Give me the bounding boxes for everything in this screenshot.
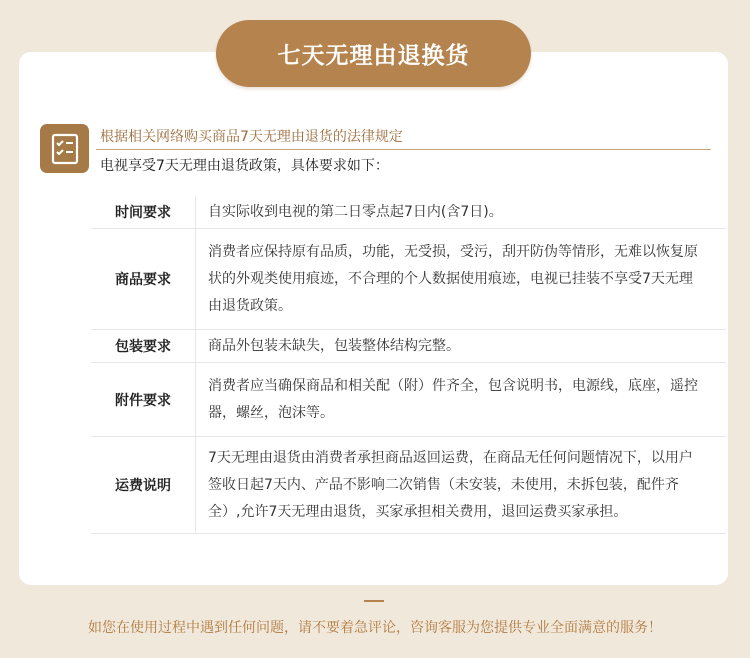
- row-label: 时间要求: [91, 196, 196, 228]
- row-value: 消费者应当确保商品和相关配（附）件齐全，包含说明书，电源线，底座，遥控器，螺丝，泡沫等。: [208, 377, 698, 421]
- row-value: 自实际收到电视的第二日零点起7日内(含7日)。: [208, 203, 503, 220]
- row-value: 商品外包装未缺失，包装整体结构完整。: [208, 337, 460, 354]
- heading-underline: [96, 149, 711, 150]
- table-row: [91, 363, 726, 437]
- table-row: [91, 437, 726, 534]
- title-banner: [216, 20, 531, 87]
- checklist-icon: [40, 124, 89, 173]
- row-label: 商品要求: [91, 229, 196, 329]
- footer-note: 如您在使用过程中遇到任何问题，请不要着急评论，咨询客服为您提供专业全面满意的服务！: [88, 620, 662, 636]
- checklist-icon-graphic: [48, 132, 82, 166]
- table-row: [91, 229, 726, 330]
- table-row: [91, 330, 726, 363]
- row-label: 附件要求: [91, 363, 196, 436]
- requirements-table: [91, 196, 726, 534]
- row-value: 消费者应保持原有品质，功能，无受损，受污，刮开防伪等情形，无难以恢复原状的外观类使用痕迹，不合理的个人数据使用痕迹，电视已挂装不享受7天无理由退货政策。: [208, 243, 698, 314]
- page-title: 七天无理由退换货: [277, 43, 470, 69]
- row-label: 运费说明: [91, 437, 196, 533]
- law-intro: 电视享受7天无理由退货政策，具体要求如下：: [100, 158, 389, 174]
- law-heading: 根据相关网络购买商品7天无理由退货的法律规定: [100, 129, 403, 145]
- footer-divider: [364, 600, 384, 602]
- row-value: 7天无理由退货由消费者承担商品返回运费，在商品无任何问题情况下，以用户签收日起7天内、产品不影响二次销售（未安装，未使用，未拆包装，配件齐全）,允许7天无理由退货，买家承担相关费用，退回运费买家承担。: [208, 449, 693, 520]
- table-row: [91, 196, 726, 229]
- row-label: 包装要求: [91, 330, 196, 362]
